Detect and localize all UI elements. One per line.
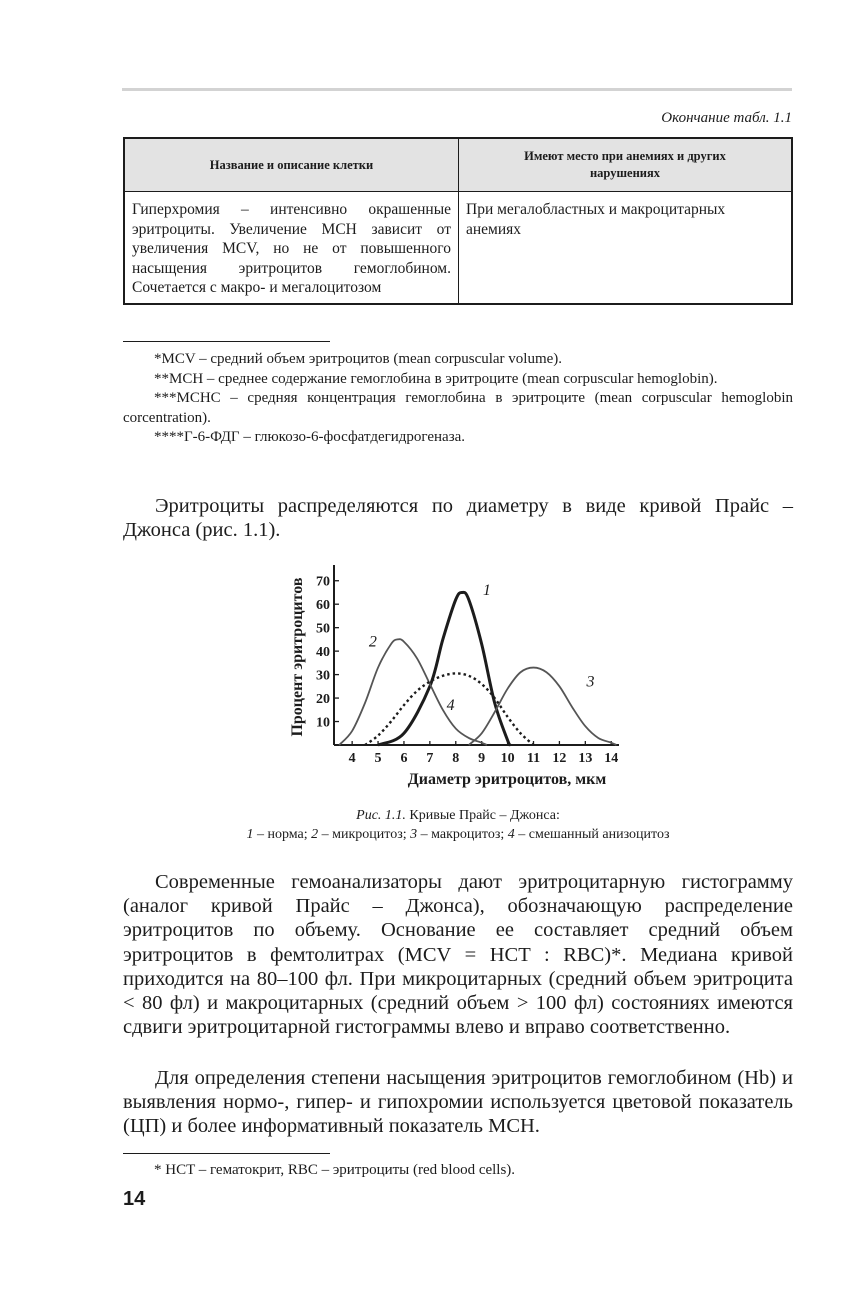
figure-caption bbox=[123, 806, 793, 844]
curve-label: 4 bbox=[446, 696, 455, 714]
paragraph-text: Современные гемоанализаторы дают эритроцитарную гистограмму (аналог кривой Прайс – Джонса), обозначающую распределение эритроцитов по объему. Основание ее составляет средний объем эритроцитов в фемтолитрах (MCV = HCT : RBC)*. Медиана кривой приходится на 80–100 фл. При микроцитарных (средний объем эритроцита < 80 фл) и макроцитарных (средний объем > 100 фл) состояниях имеются сдвиги эритроцитарной гистограммы влево и вправо соответственно. bbox=[123, 871, 793, 1039]
series-line-2 bbox=[339, 639, 487, 745]
figure-number: Рис. 1.1. bbox=[356, 808, 406, 823]
table-caption: Окончание табл. 1.1 bbox=[661, 110, 792, 126]
paragraph-text: Эритроциты распределяются по диаметру в виде кривой Прайс – Джонса (рис. 1.1). bbox=[123, 495, 793, 542]
y-tick-label: 70 bbox=[316, 574, 330, 590]
bottom-footnote: * HCT – гематокрит, RBC – эритроциты (red blood cells). bbox=[154, 1162, 516, 1178]
table-cell: При мегалобластных и макроцитарных анемиях bbox=[459, 192, 793, 304]
x-tick-label: 11 bbox=[526, 751, 541, 766]
table-header-row bbox=[124, 138, 792, 192]
header-rule bbox=[122, 88, 792, 91]
footnote: **MCH – среднее содержание гемоглобина в эритроците (mean corpuscular hemoglobin). bbox=[154, 370, 718, 387]
figure-title-text: Кривые Прайс – Джонса: bbox=[409, 808, 560, 823]
x-tick-label: 4 bbox=[348, 751, 356, 766]
table-header-cell: Имеют место при анемиях и других нарушениях bbox=[459, 138, 793, 192]
series-line-1 bbox=[378, 592, 510, 745]
y-tick-label: 60 bbox=[316, 598, 330, 614]
footnote-rule bbox=[123, 1153, 330, 1154]
x-tick-label: 13 bbox=[578, 751, 593, 766]
x-tick-label: 5 bbox=[374, 751, 382, 766]
y-axis-label: Процент эритроцитов bbox=[289, 577, 306, 737]
x-tick-label: 9 bbox=[478, 751, 486, 766]
legend-num: 2 bbox=[311, 827, 319, 842]
legend-num: 3 bbox=[410, 827, 418, 842]
table-header-cell: Название и описание клетки bbox=[124, 138, 459, 192]
footnotes bbox=[123, 350, 793, 448]
cell-table bbox=[123, 137, 793, 305]
legend-num: 4 bbox=[507, 827, 515, 842]
footnote-rule bbox=[123, 341, 330, 342]
y-tick-label: 30 bbox=[316, 668, 330, 684]
x-tick-label: 6 bbox=[400, 751, 408, 766]
y-tick-label: 10 bbox=[316, 715, 330, 731]
legend-text: – микроцитоз; bbox=[318, 827, 411, 842]
x-tick-label: 14 bbox=[604, 751, 619, 766]
y-tick-label: 20 bbox=[316, 692, 330, 708]
paragraph-analyzers bbox=[123, 870, 793, 1039]
x-tick-label: 10 bbox=[500, 751, 515, 766]
y-tick-label: 50 bbox=[316, 621, 330, 637]
curve-label: 3 bbox=[586, 673, 595, 691]
legend-text: – макроцитоз; bbox=[417, 827, 508, 842]
paragraph-intro bbox=[123, 494, 793, 542]
x-tick-label: 12 bbox=[552, 751, 567, 766]
curve-label: 2 bbox=[368, 633, 377, 651]
chart-series bbox=[339, 582, 616, 745]
paragraph-mch bbox=[123, 1066, 793, 1139]
table-cell: Гиперхромия – интенсивно окрашенные эритроциты. Увеличение МСН зависит от увеличения MCV, но не от повышенного насыщения эритроцитов гемоглобином. Сочетается с макро- и мегалоцитозом bbox=[124, 192, 459, 304]
table-row bbox=[124, 192, 792, 304]
legend-num: 1 bbox=[246, 827, 254, 842]
legend-text: – норма; bbox=[253, 827, 312, 842]
figure-legend bbox=[123, 825, 793, 844]
x-tick-label: 8 bbox=[452, 751, 460, 766]
y-tick-label: 40 bbox=[316, 645, 330, 661]
curve-label: 1 bbox=[482, 581, 491, 599]
legend-text: – смешанный анизоцитоз bbox=[514, 827, 670, 842]
footnote: *MCV – средний объем эритроцитов (mean corpuscular volume). bbox=[154, 351, 563, 367]
footnote: ****Г-6-ФДГ – глюкозо-6-фосфатдегидрогеназа. bbox=[154, 429, 466, 445]
paragraph-text: Для определения степени насыщения эритроцитов гемоглобином (Hb) и выявления нормо-, гипер- и гипохромии используется цветовой показатель (ЦП) и более информативный показатель МСН. bbox=[123, 1067, 793, 1138]
x-axis-label: Диаметр эритроцитов, мкм bbox=[407, 771, 607, 788]
figure-title bbox=[123, 806, 793, 825]
x-tick-label: 7 bbox=[426, 751, 434, 766]
price-jones-chart bbox=[282, 560, 642, 792]
page-number: 14 bbox=[123, 1188, 146, 1210]
footnote: ***MCHC – средняя концентрация гемоглобина в эритроците (mean corpuscular hemoglobin corcentration). bbox=[123, 390, 793, 426]
